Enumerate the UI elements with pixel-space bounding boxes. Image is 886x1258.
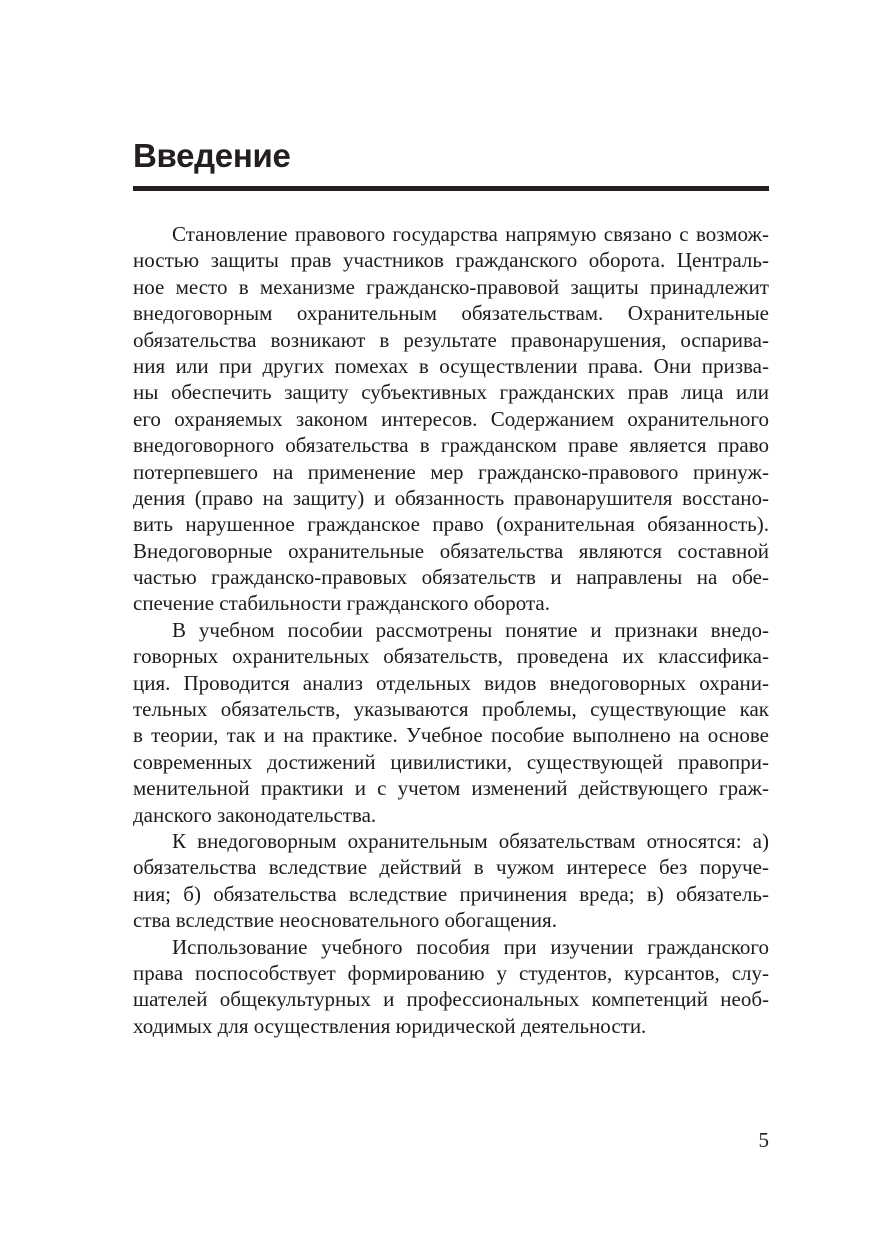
text-line: ния; б) обязательства вследствие причинения вреда; в) обязатель- [133,881,769,906]
text-line: В учебном пособии рассмотрены понятие и признаки внедо- [172,617,769,642]
content-area [133,139,769,1039]
text-line: обязательства вследствие действий в чужом интересе без поруче- [133,855,769,880]
text-line: Внедоговорные охранительные обязательства являются составной [133,538,769,563]
text-line: вить нарушенное гражданское право (охранительная обязанность). [133,512,769,537]
text-line: его охраняемых законом интересов. Содержанием охранительного [133,406,769,431]
text-line: ностью защиты прав участников гражданского оборота. Централь- [133,248,769,273]
title-rule [133,186,769,191]
text-line: шателей общекультурных и профессиональных компетенций необ- [133,987,769,1012]
text-line: обязательства возникают в результате правонарушения, оспарива- [133,327,769,352]
body-text [133,221,769,1039]
paragraph [133,617,769,828]
text-line: данского законодательства. [133,802,377,827]
text-line: говорных охранительных обязательств, проведена их классифика- [133,644,769,669]
text-line: менительной практики и с учетом изменений действующего граж- [133,776,769,801]
text-line: ное место в механизме гражданско-правовой защиты принадлежит [133,274,769,299]
text-line: частью гражданско-правовых обязательств и направлены на обе- [133,565,769,590]
text-line: внедоговорного обязательства в гражданском праве является право [133,433,769,458]
text-line: потерпевшего на применение мер гражданско-правового принуж- [133,459,769,484]
text-line: К внедоговорным охранительным обязательствам относятся: а) [172,828,769,853]
page-number: 5 [758,1128,769,1152]
text-line: тельных обязательств, указываются проблемы, существующие как [133,697,769,722]
paragraph [133,828,769,934]
page-title: Введение [133,137,291,174]
text-line: ства вследствие неосновательного обогащения. [133,908,557,933]
text-line: внедоговорным охранительным обязательствам. Охранительные [133,301,769,326]
text-line: дения (право на защиту) и обязанность правонарушителя восстано- [133,485,769,510]
paragraph [133,221,769,617]
paragraph [133,934,769,1040]
text-line: права поспособствует формированию у студентов, курсантов, слу- [133,960,769,985]
text-line: ция. Проводится анализ отдельных видов внедоговорных охрани- [133,670,769,695]
text-line: в теории, так и на практике. Учебное пособие выполнено на основе [133,723,769,748]
text-line: спечение стабильности гражданского оборота. [133,591,550,616]
text-line: ны обеспечить защиту субъективных гражданских прав лица или [133,380,769,405]
text-line: современных достижений цивилистики, существующей правопри- [133,749,769,774]
text-line: ходимых для осуществления юридической деятельности. [133,1013,647,1038]
text-line: Становление правового государства напрямую связано с возмож- [172,222,769,246]
text-line: Использование учебного пособия при изучении гражданского [172,934,769,959]
text-line: ния или при других помехах в осуществлении права. Они призва- [133,353,769,378]
